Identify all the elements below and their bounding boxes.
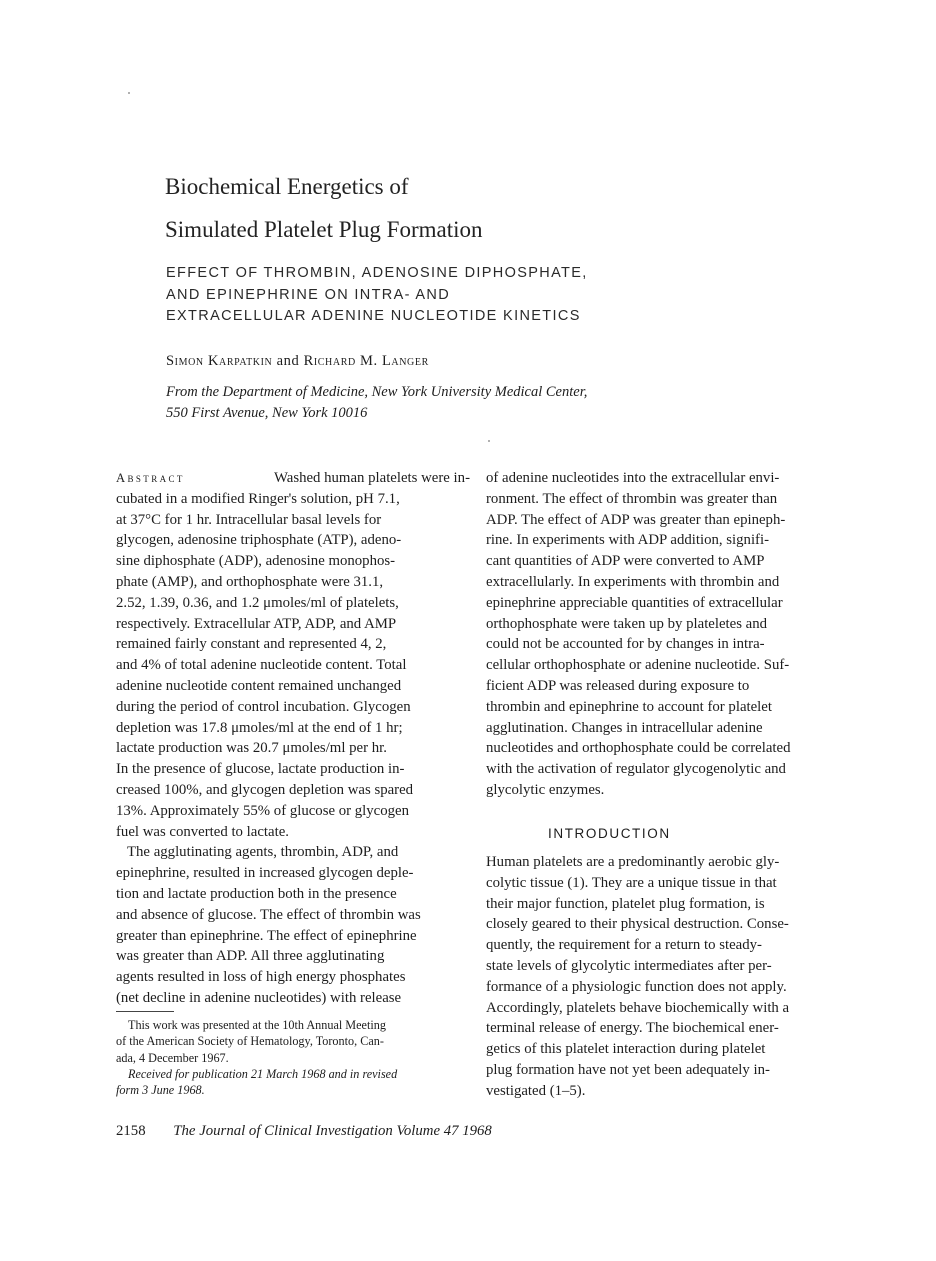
article-title-line-1: Biochemical Energetics of — [165, 174, 409, 199]
footnote-divider — [116, 1011, 174, 1012]
subtitle-line: EXTRACELLULAR ADENINE NUCLEOTIDE KINETICS — [166, 308, 581, 324]
text-line: at 37°C for 1 hr. Intracellular basal levels for — [116, 511, 382, 528]
text-line: plug formation have not yet been adequately in- — [486, 1061, 770, 1078]
text-line: In the presence of glucose, lactate production in- — [116, 761, 405, 778]
text-line: lactate production was 20.7 μmoles/ml per hr. — [116, 740, 387, 757]
text-line: with the activation of regulator glycogenolytic and — [486, 761, 786, 778]
abstract-paragraph-2 — [116, 842, 470, 1008]
author-name: Richard M. Langer — [303, 353, 429, 369]
text-line: vestigated (1–5). — [486, 1082, 586, 1099]
subtitle-line: EFFECT OF THROMBIN, ADENOSINE DIPHOSPHATE, — [166, 265, 588, 281]
text-line: and absence of glucose. The effect of thrombin was — [116, 906, 421, 923]
text-line: during the period of control incubation. Glycogen — [116, 698, 411, 715]
text-line: depletion was 17.8 μmoles/ml at the end of 1 hr; — [116, 719, 403, 736]
text-line: of the American Society of Hematology, Toronto, Can- — [116, 1034, 384, 1049]
section-heading-introduction: INTRODUCTION — [548, 826, 671, 841]
footnote-presentation — [116, 1017, 472, 1066]
text-line: cubated in a modified Ringer's solution, pH 7.1, — [116, 490, 400, 507]
text-line: creased 100%, and glycogen depletion was spared — [116, 781, 414, 798]
text-line: their major function, platelet plug formation, is — [486, 895, 765, 912]
text-line: sine diphosphate (ADP), adenosine monophos- — [116, 553, 396, 570]
print-speck — [488, 440, 490, 442]
text-line: Received for publication 21 March 1968 and in revised — [128, 1066, 398, 1081]
text-line: respectively. Extracellular ATP, ADP, and AMP — [116, 615, 397, 632]
text-line: tion and lactate production both in the presence — [116, 885, 397, 902]
page-footer — [116, 1123, 492, 1140]
text-line: and 4% of total adenine nucleotide content. Total — [116, 657, 407, 674]
page-number: 2158 — [116, 1123, 146, 1139]
text-line: fuel was converted to lactate. — [116, 823, 289, 840]
article-title-line-2: Simulated Platelet Plug Formation — [165, 217, 483, 242]
text-line: terminal release of energy. The biochemical ener- — [486, 1020, 779, 1037]
text-line: agents resulted in loss of high energy phosphates — [116, 969, 406, 986]
affiliation — [166, 382, 587, 423]
text-line: getics of this platelet interaction during platelet — [486, 1041, 766, 1058]
text-line: nucleotides and orthophosphate could be correlated — [486, 740, 791, 757]
text-line: could not be accounted for by changes in intra- — [486, 636, 765, 653]
text-line: This work was presented at the 10th Annual Meeting — [128, 1018, 386, 1032]
text-line: extracellularly. In experiments with thrombin and — [486, 573, 780, 590]
text-line: Accordingly, platelets behave biochemically with a — [486, 999, 790, 1016]
text-line: ada, 4 December 1967. — [116, 1050, 229, 1065]
text-line: colytic tissue (1). They are a unique tissue in that — [486, 874, 777, 891]
abstract-column-left — [116, 468, 470, 1009]
text-line: form 3 June 1968. — [116, 1083, 205, 1098]
author-line — [166, 353, 429, 370]
text-line: 2.52, 1.39, 0.36, and 1.2 μmoles/ml of platelets, — [116, 594, 399, 611]
text-line: cellular orthophosphate or adenine nucleotide. Suf- — [486, 657, 790, 674]
text-line: glycolytic enzymes. — [486, 781, 605, 798]
text-line: state levels of glycolytic intermediates after per- — [486, 957, 772, 974]
introduction-paragraph — [486, 852, 844, 1102]
text-line: was greater than ADP. All three agglutinating — [116, 948, 385, 965]
print-speck — [128, 92, 130, 94]
text-line: agglutination. Changes in intracellular adenine — [486, 719, 763, 736]
text-line: 13%. Approximately 55% of glucose or glycogen — [116, 802, 409, 819]
text-line: phate (AMP), and orthophosphate were 31.1, — [116, 573, 384, 590]
text-line: ADP. The effect of ADP was greater than epineph- — [486, 511, 786, 528]
text-line: ronment. The effect of thrombin was greater than — [486, 490, 778, 507]
text-line: remained fairly constant and represented 4, 2, — [116, 636, 387, 653]
text-line: (net decline in adenine nucleotides) with release — [116, 989, 402, 1006]
abstract-paragraph-1 — [116, 489, 470, 843]
footnote — [116, 1017, 472, 1098]
footnote-received — [116, 1066, 472, 1099]
affiliation-line: 550 First Avenue, New York 10016 — [166, 404, 368, 421]
journal-citation: The Journal of Clinical Investigation Volume 47 1968 — [173, 1123, 492, 1139]
text-line: greater than epinephrine. The effect of epinephrine — [116, 927, 417, 944]
abstract-first-line — [116, 468, 470, 489]
text-line: closely geared to their physical destruction. Conse- — [486, 916, 789, 933]
text-line: The agglutinating agents, thrombin, ADP, and — [127, 844, 399, 861]
text-line: formance of a physiologic function does not apply. — [486, 978, 787, 995]
text-line: epinephrine, resulted in increased glycogen deple- — [116, 865, 414, 882]
author-conjunction: and — [276, 353, 300, 369]
text-line: orthophosphate were taken up by plateletes and — [486, 615, 768, 632]
article-subtitle — [166, 263, 786, 328]
text-line: thrombin and epinephrine to account for platelet — [486, 698, 772, 715]
text-line: cant quantities of ADP were converted to AMP — [486, 553, 765, 570]
abstract-label: Abstract — [116, 471, 185, 485]
text-line: quently, the requirement for a return to steady- — [486, 937, 762, 954]
text-line: epinephrine appreciable quantities of extracellular — [486, 594, 783, 611]
abstract-column-right — [486, 468, 844, 801]
text-line: adenine nucleotide content remained unchanged — [116, 677, 402, 694]
text-line: glycogen, adenosine triphosphate (ATP), adeno- — [116, 532, 402, 549]
text-line: rine. In experiments with ADP addition, signifi- — [486, 532, 770, 549]
text-line: ficient ADP was released during exposure to — [486, 677, 750, 694]
author-name: Simon Karpatkin — [166, 353, 273, 369]
text-line: Washed human platelets were in- — [273, 470, 470, 486]
affiliation-line: From the Department of Medicine, New York University Medical Center, — [166, 384, 588, 400]
subtitle-line: AND EPINEPHRINE ON INTRA- AND — [166, 286, 451, 303]
text-line: of adenine nucleotides into the extracellular envi- — [486, 470, 780, 486]
text-line: Human platelets are a predominantly aerobic gly- — [486, 854, 780, 870]
